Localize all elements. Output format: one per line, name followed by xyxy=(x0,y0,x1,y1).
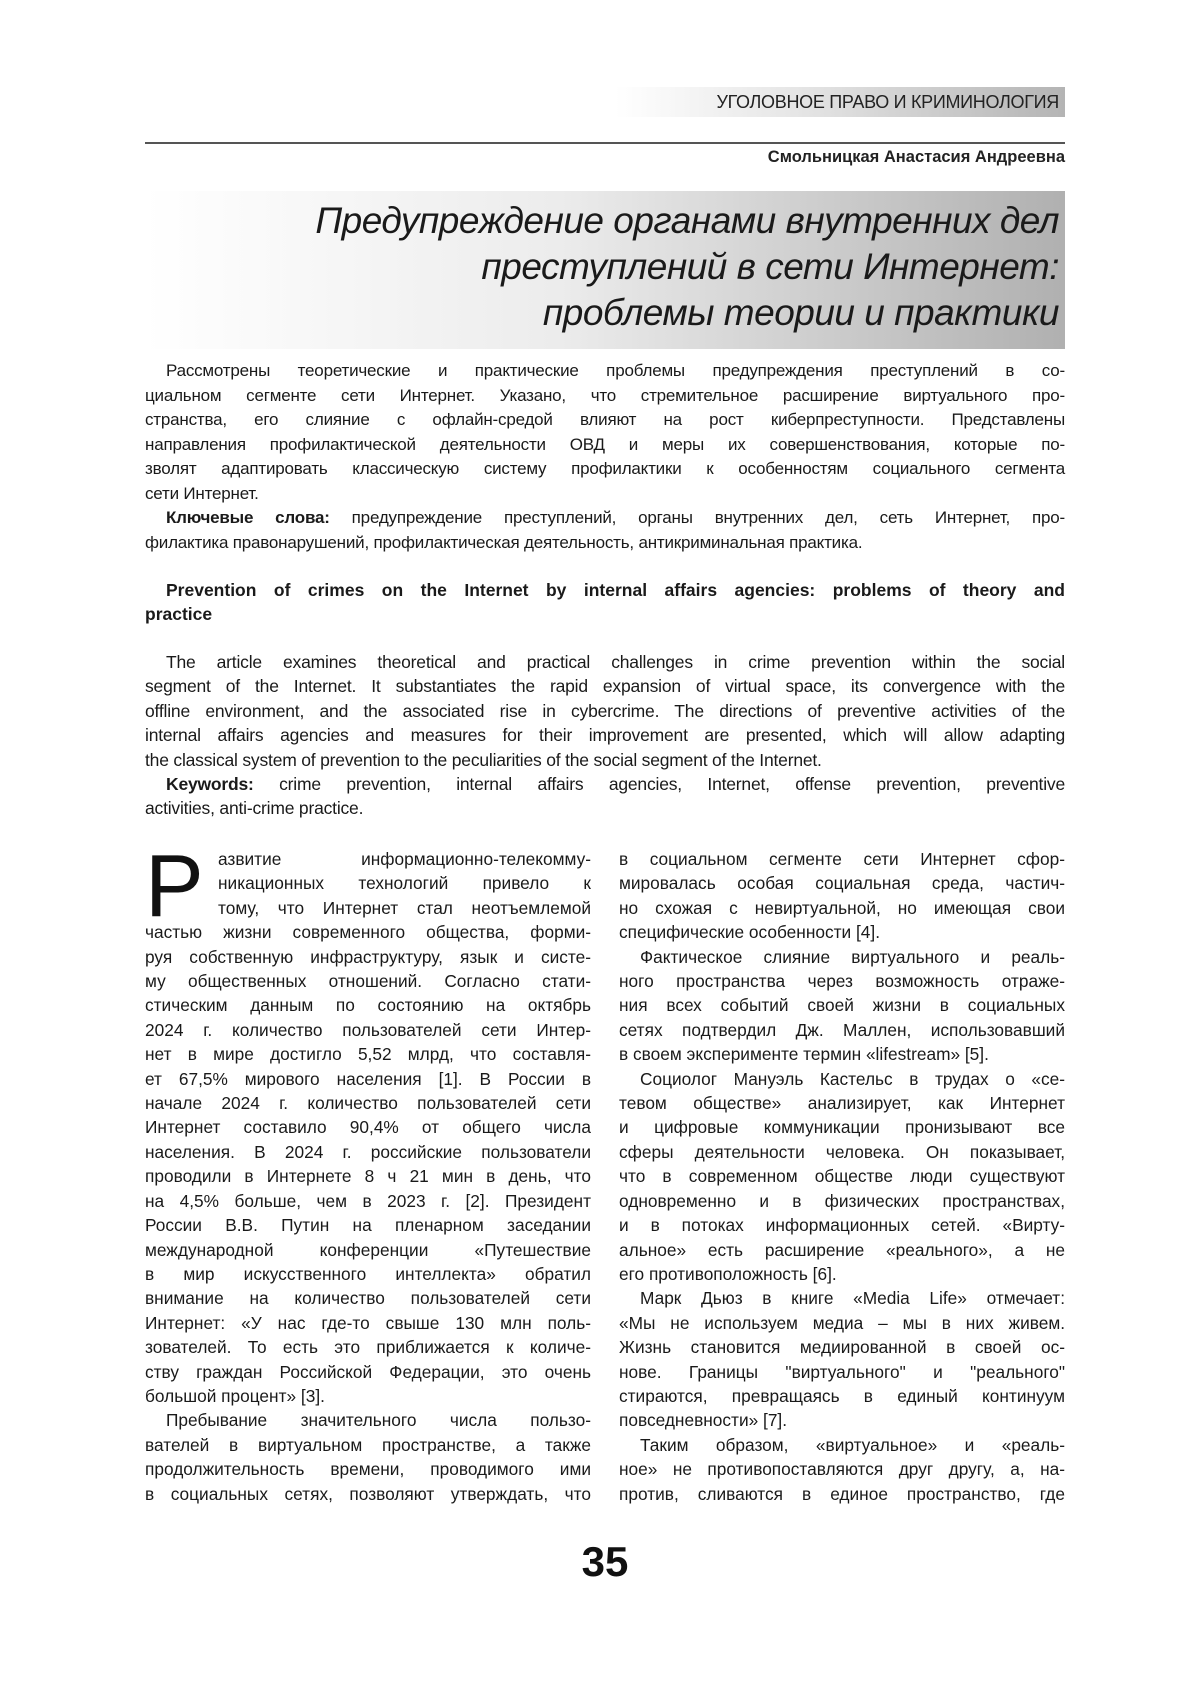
body-text-line: международной конференции «Путешествие xyxy=(145,1239,591,1260)
body-text-line: ния всех событий своей жизни в социальных xyxy=(619,995,1065,1016)
abstract-russian xyxy=(145,359,1065,555)
header-rule xyxy=(145,142,1065,144)
keywords-label: Ключевые слова: xyxy=(166,508,330,527)
body-text-line: населения. В 2024 г. российские пользователи xyxy=(145,1141,591,1162)
title-line: Предупреждение органами внутренних дел xyxy=(315,200,1059,241)
body-text-line: стираются, превращаясь в единый континуум xyxy=(619,1385,1065,1406)
keywords-text: activities, anti-crime practice. xyxy=(145,798,364,819)
page-number: 35 xyxy=(581,1538,629,1585)
body-text-line: Таким образом, «виртуальное» и «реаль- xyxy=(640,1434,1065,1455)
body-text-line: тевом обществе» анализирует, как Интернет xyxy=(619,1093,1065,1114)
abstract-line: странства, его слияние с офлайн-средой влияют на рост киберпреступности. Представлены xyxy=(145,410,1065,429)
body-text-line: мировалась особая социальная среда, частич- xyxy=(619,873,1065,894)
body-text-line: сетях подтвердил Дж. Маллен, использовавший xyxy=(619,1019,1065,1040)
body-text-line: что в современном обществе люди существуют xyxy=(619,1166,1065,1187)
title-line: преступлений в сети Интернет: xyxy=(481,246,1059,287)
body-text-line: Социолог Мануэль Кастельс в трудах о «се- xyxy=(640,1068,1065,1089)
abstract-line: the classical system of prevention to the peculiarities of the social segment of the Internet. xyxy=(145,749,822,770)
abstract-line: offline environment, and the associated rise in cybercrime. The directions of preventive activities of the xyxy=(145,700,1065,721)
body-text-line: на 4,5% больше, чем в 2023 г. [2]. Президент xyxy=(145,1190,591,1211)
abstract-line: направления профилактической деятельности ОВД и меры их совершенствования, которые по- xyxy=(145,434,1065,454)
abstract-line: Рассмотрены теоретические и практические проблемы предупреждения преступлений в со- xyxy=(166,361,1065,380)
body-text-line: в социальном сегменте сети Интернет сфор- xyxy=(619,849,1065,869)
body-text-line: Интернет составило 90,4% от общего числа xyxy=(145,1117,591,1138)
abstract-english xyxy=(145,650,1065,821)
body-text-line: му общественных отношений. Согласно стати- xyxy=(145,971,591,992)
body-text-line: в своем эксперименте термин «lifestream» [5]. xyxy=(619,1044,989,1065)
body-text-line: внимание на количество пользователей сети xyxy=(145,1288,591,1309)
body-text-line: специфические особенности [4]. xyxy=(619,922,881,943)
section-title: УГОЛОВНОЕ ПРАВО И КРИМИНОЛОГИЯ xyxy=(716,92,1059,112)
body-text-line: азвитие информационно-телекомму- xyxy=(218,849,591,869)
body-text-line: его противоположность [6]. xyxy=(619,1263,837,1284)
body-text-line: ет 67,5% мирового населения [1]. В России в xyxy=(145,1068,591,1089)
article-title xyxy=(145,191,1065,349)
body-column-left xyxy=(145,836,591,1506)
body-text-line: повседневности» [7]. xyxy=(619,1410,788,1431)
body-text-line: руя собственную инфраструктуру, язык и систе- xyxy=(145,946,591,967)
body-text-line: начале 2024 г. количество пользователей сети xyxy=(145,1093,591,1114)
body-text-line: «Мы не используем медиа – мы в них живем. xyxy=(619,1312,1065,1333)
english-title-line: practice xyxy=(145,604,213,624)
body-text-line: никационных технологий привело к xyxy=(218,873,591,894)
abstract-line: зволят адаптировать классическую систему профилактики к особенностям социального сегмента xyxy=(145,459,1065,478)
body-text-line: в социальных сетях, позволяют утверждать, что xyxy=(145,1483,591,1504)
body-text-line: проводили в Интернете 8 ч 21 мин в день, что xyxy=(145,1166,591,1187)
abstract-line: The article examines theoretical and practical challenges in crime prevention within the social xyxy=(166,652,1065,672)
body-text-line: стическим данным по состоянию на октябрь xyxy=(145,995,591,1016)
body-text-line: продолжительность времени, проводимого ими xyxy=(145,1459,591,1480)
body-text-line: России В.В. Путин на пленарном заседании xyxy=(145,1215,591,1236)
body-text-line: и в потоках информационных сетей. «Вирту- xyxy=(619,1215,1065,1236)
drop-cap: Р xyxy=(145,836,204,935)
body-text-line: ству граждан Российской Федерации, это очень xyxy=(145,1361,591,1382)
body-text-line: Пребывание значительного числа пользо- xyxy=(166,1410,591,1431)
keywords-en xyxy=(145,772,1065,796)
body-text-line: одновременно и в физических пространствах, xyxy=(619,1190,1065,1211)
body-column-right xyxy=(619,847,1065,1506)
keywords-text: crime prevention, internal affairs agencies, Internet, offense prevention, preventive xyxy=(253,774,1065,795)
body-text-line: ное» не противопоставляются друг другу, а, на- xyxy=(619,1459,1065,1480)
keywords-ru xyxy=(145,506,1065,531)
body-text-line: большой процент» [3]. xyxy=(145,1385,325,1406)
body-text-line: альное» есть расширение «реального», а не xyxy=(619,1239,1065,1260)
body-text-line: но схожая с невиртуальной, но имеющая свои xyxy=(619,897,1065,918)
body-text-line: Фактическое слияние виртуального и реаль- xyxy=(640,946,1065,967)
body-text-line: Марк Дьюз в книге «Media Life» отмечает: xyxy=(640,1288,1065,1309)
body-text-line: против, сливаются в единое пространство, где xyxy=(619,1483,1065,1504)
abstract-line: циальном сегменте сети Интернет. Указано, что стремительное расширение виртуального про- xyxy=(145,385,1065,405)
body-text-line: вателей в виртуальном пространстве, а также xyxy=(145,1434,591,1455)
english-title-line: Prevention of crimes on the Internet by internal affairs agencies: problems of theory and xyxy=(166,580,1065,600)
body-text-line: сферы деятельности человека. Он показывает, xyxy=(619,1141,1065,1162)
author-name: Смольницкая Анастасия Андреевна xyxy=(767,148,1065,166)
body-text-line: ного пространства через возможность отраже- xyxy=(619,971,1065,992)
body-text-line: частью жизни современного общества, форми- xyxy=(145,922,591,943)
section-header-band xyxy=(615,87,1065,117)
body-text-line: нове. Границы "виртуального" и "реального" xyxy=(619,1361,1065,1382)
body-text-line: зователей. То есть это приближается к количе- xyxy=(145,1337,591,1358)
abstract-line: segment of the Internet. It substantiates the rapid expansion of virtual space, its convergence with the xyxy=(145,676,1065,697)
keywords-label: Keywords: xyxy=(166,774,254,795)
body-text-line: 2024 г. количество пользователей сети Интер- xyxy=(145,1019,591,1040)
keywords-text: филактика правонарушений, профилактическая деятельность, антикриминальная практика. xyxy=(145,532,863,552)
keywords-text: предупреждение преступлений, органы внутренних дел, сеть Интернет, про- xyxy=(329,508,1065,527)
body-text-line: Интернет: «У нас где-то свыше 130 млн поль- xyxy=(145,1312,591,1333)
abstract-line: сети Интернет. xyxy=(145,483,259,503)
body-text-line: тому, что Интернет стал неотъемлемой xyxy=(218,897,591,918)
abstract-line: internal affairs agencies and measures for their improvement are presented, which will allow adapting xyxy=(145,725,1065,746)
body-text-line: и цифровые коммуникации пронизывают все xyxy=(619,1117,1065,1138)
title-line: проблемы теории и практики xyxy=(542,292,1059,333)
english-title xyxy=(145,578,1065,626)
body-text-line: нет в мире достигло 5,52 млрд, что составля- xyxy=(145,1044,591,1065)
body-text-line: Жизнь становится медиированной в своей ос- xyxy=(619,1337,1065,1358)
body-text-line: в мир искусственного интеллекта» обратил xyxy=(145,1263,591,1284)
